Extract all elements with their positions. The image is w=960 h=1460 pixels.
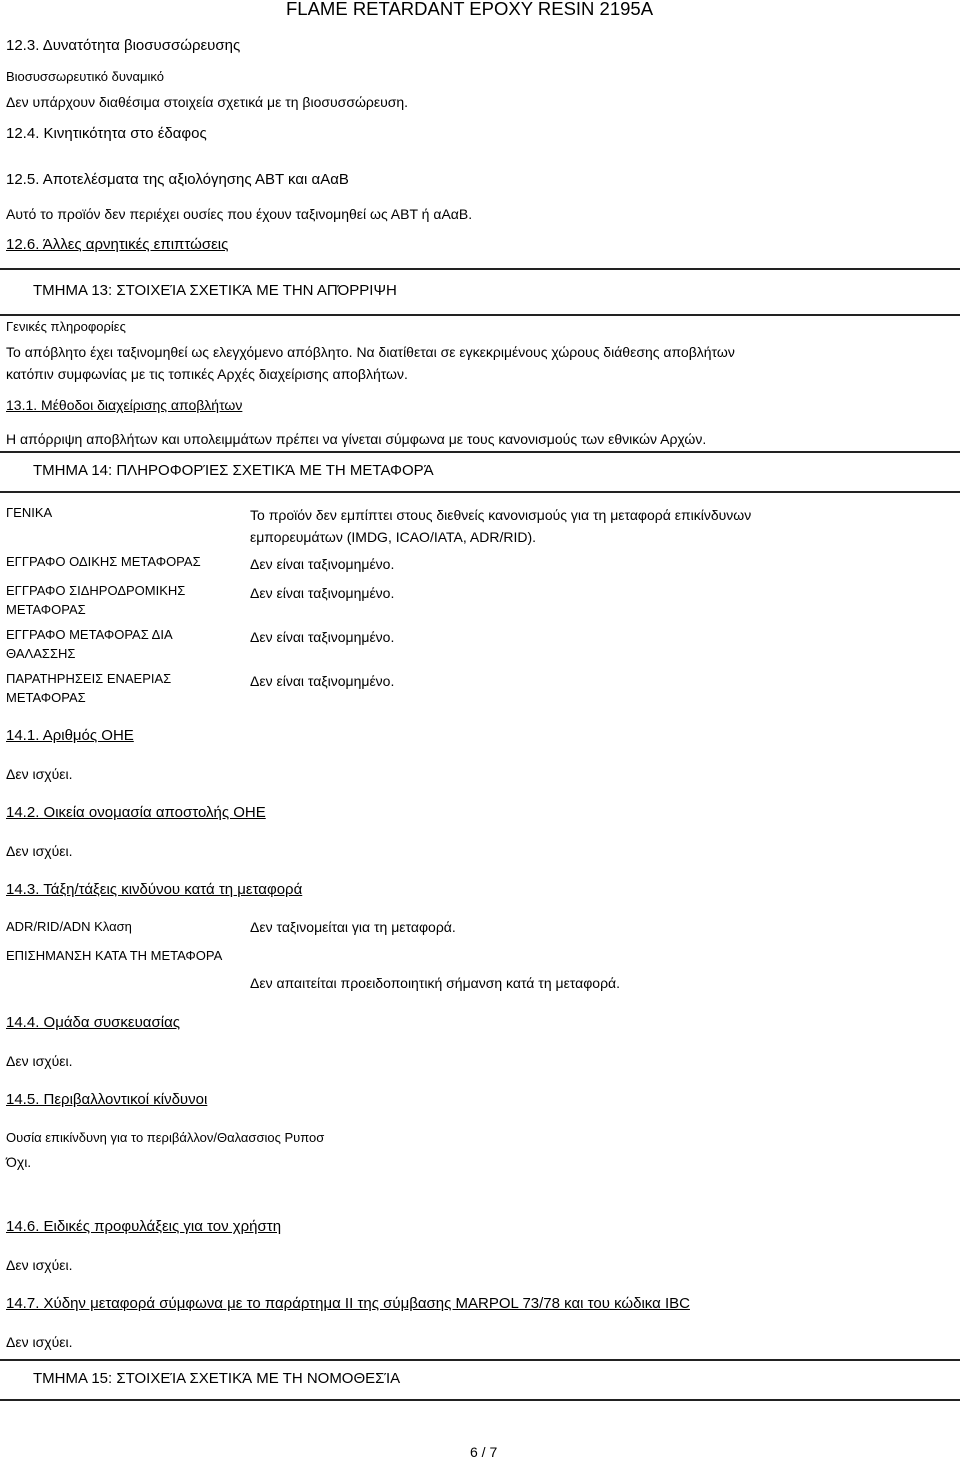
- sea-transport-value: Δεν είναι ταξινομημένο.: [250, 629, 395, 645]
- section-15-title: ΤΜΗΜΑ 15: ΣΤΟΙΧΕΊΑ ΣΧΕΤΙΚΆ ΜΕ ΤΗ ΝΟΜΟΘΕΣΊΑ: [33, 1370, 401, 1387]
- page-number: 6 / 7: [470, 1444, 498, 1460]
- section-14-6-text: Δεν ισχύει.: [6, 1257, 73, 1273]
- section-14-6-heading: 14.6. Ειδικές προφυλάξεις για τον χρήστη: [6, 1218, 282, 1235]
- rail-transport-label-line-2: ΜΕΤΑΦΟΡΑΣ: [6, 602, 86, 617]
- section-14-5-heading: 14.5. Περιβαλλοντικοί κίνδυνοι: [6, 1091, 208, 1108]
- section-14-2-text: Δεν ισχύει.: [6, 843, 73, 859]
- sea-transport-label-line-2: ΘΑΛΑΣΣΗΣ: [6, 646, 76, 661]
- rail-transport-value: Δεν είναι ταξινομημένο.: [250, 585, 395, 601]
- section-14-4-text: Δεν ισχύει.: [6, 1053, 73, 1069]
- section-12-4-heading: 12.4. Κινητικότητα στο έδαφος: [6, 125, 207, 142]
- section-13-title: ΤΜΗΜΑ 13: ΣΤΟΙΧΕΊΑ ΣΧΕΤΙΚΆ ΜΕ ΤΗΝ ΑΠΌΡΡΙΨΗ: [33, 282, 397, 299]
- section-14-3-heading: 14.3. Τάξη/τάξεις κινδύνου κατά τη μεταφορά: [6, 881, 303, 898]
- section-14-4-heading: 14.4. Ομάδα συσκευασίας: [6, 1014, 180, 1031]
- sea-transport-label-line-1: ΕΓΓΡΑΦΟ ΜΕΤΑΦΟΡΑΣ ΔΙΑ: [6, 627, 173, 642]
- air-transport-label-line-2: ΜΕΤΑΦΟΡΑΣ: [6, 690, 86, 705]
- section-14-7-heading: 14.7. Χύδην μεταφορά σύμφωνα με το παράρτημα II της σύμβασης MARPOL 73/78 και του κώδικα IBC: [6, 1295, 690, 1312]
- section-12-3-subheading: Βιοσυσσωρευτικό δυναμικό: [6, 69, 164, 84]
- rail-transport-label-line-1: ΕΓΓΡΑΦΟ ΣΙΔΗΡΟΔΡΟΜΙΚΗΣ: [6, 583, 186, 598]
- document-title: FLAME RETARDANT EPOXY RESIN 2195A: [286, 0, 654, 19]
- air-transport-label-line-1: ΠΑΡΑΤΗΡΗΣΕΙΣ ΕΝΑΕΡΙΑΣ: [6, 671, 172, 686]
- transport-labelling-label: ΕΠΙΣΗΜΑΝΣΗ ΚΑΤΑ ΤΗ ΜΕΤΑΦΟΡΑ: [6, 948, 223, 963]
- section-14-7-text: Δεν ισχύει.: [6, 1334, 73, 1350]
- section-13-1-heading: 13.1. Μέθοδοι διαχείρισης αποβλήτων: [6, 397, 243, 413]
- road-transport-value: Δεν είναι ταξινομημένο.: [250, 556, 395, 572]
- section-13-general-label: Γενικές πληροφορίες: [6, 319, 126, 334]
- section-13-general-line-2: κατόπιν συμφωνίας με τις τοπικές Αρχές διαχείρισης αποβλήτων.: [6, 366, 408, 382]
- road-transport-label: ΕΓΓΡΑΦΟ ΟΔΙΚΗΣ ΜΕΤΑΦΟΡΑΣ: [6, 554, 201, 569]
- section-12-3-heading: 12.3. Δυνατότητα βιοσυσσώρευσης: [6, 37, 241, 54]
- section-12-5-heading: 12.5. Αποτελέσματα της αξιολόγησης ΑΒΤ και αΑαΒ: [6, 171, 349, 188]
- section-13-1-text: Η απόρριψη αποβλήτων και υπολειμμάτων πρέπει να γίνεται σύμφωνα με τους κανονισμούς των εθνικών Αρχών.: [6, 431, 707, 447]
- section-13-general-line-1: Το απόβλητο έχει ταξινομηθεί ως ελεγχόμενο απόβλητο. Να διατίθεται σε εγκεκριμένους χώρους διάθεσης αποβλήτων: [6, 344, 735, 360]
- section-12-5-text: Αυτό το προϊόν δεν περιέχει ουσίες που έχουν ταξινομηθεί ως ΑΒΤ ή αΑαΒ.: [6, 206, 473, 222]
- transport-labelling-value: Δεν απαιτείται προειδοποιητική σήμανση κατά τη μεταφορά.: [250, 975, 621, 991]
- adr-class-label: ADR/RID/ADN Κλαση: [6, 919, 132, 934]
- environmental-hazard-value: Όχι.: [6, 1154, 32, 1170]
- section-14-2-heading: 14.2. Οικεία ονομασία αποστολής ΟΗΕ: [6, 804, 266, 821]
- section-14-1-text: Δεν ισχύει.: [6, 766, 73, 782]
- section-14-1-heading: 14.1. Αριθμός ΟΗΕ: [6, 727, 134, 744]
- general-label: ΓΕΝΙΚΑ: [6, 505, 53, 520]
- section-14-title: ΤΜΗΜΑ 14: ΠΛΗΡΟΦΟΡΊΕΣ ΣΧΕΤΙΚΆ ΜΕ ΤΗ ΜΕΤΑΦΟΡΆ: [33, 462, 434, 479]
- section-12-6-heading: 12.6. Άλλες αρνητικές επιπτώσεις: [6, 236, 229, 253]
- adr-class-value: Δεν ταξινομείται για τη μεταφορά.: [250, 919, 456, 935]
- air-transport-value: Δεν είναι ταξινομημένο.: [250, 673, 395, 689]
- general-value-line-2: εμπορευμάτων (IMDG, ICAO/IATA, ADR/RID).: [250, 529, 536, 545]
- section-12-3-text: Δεν υπάρχουν διαθέσιμα στοιχεία σχετικά με τη βιοσυσσώρευση.: [6, 94, 409, 110]
- general-value-line-1: Το προϊόν δεν εμπίπτει στους διεθνείς κανονισμούς για τη μεταφορά επικίνδυνων: [250, 507, 752, 523]
- environmental-hazard-label: Ουσία επικίνδυνη για το περιβάλλον/Θαλασσιος Ρυποσ: [6, 1130, 325, 1145]
